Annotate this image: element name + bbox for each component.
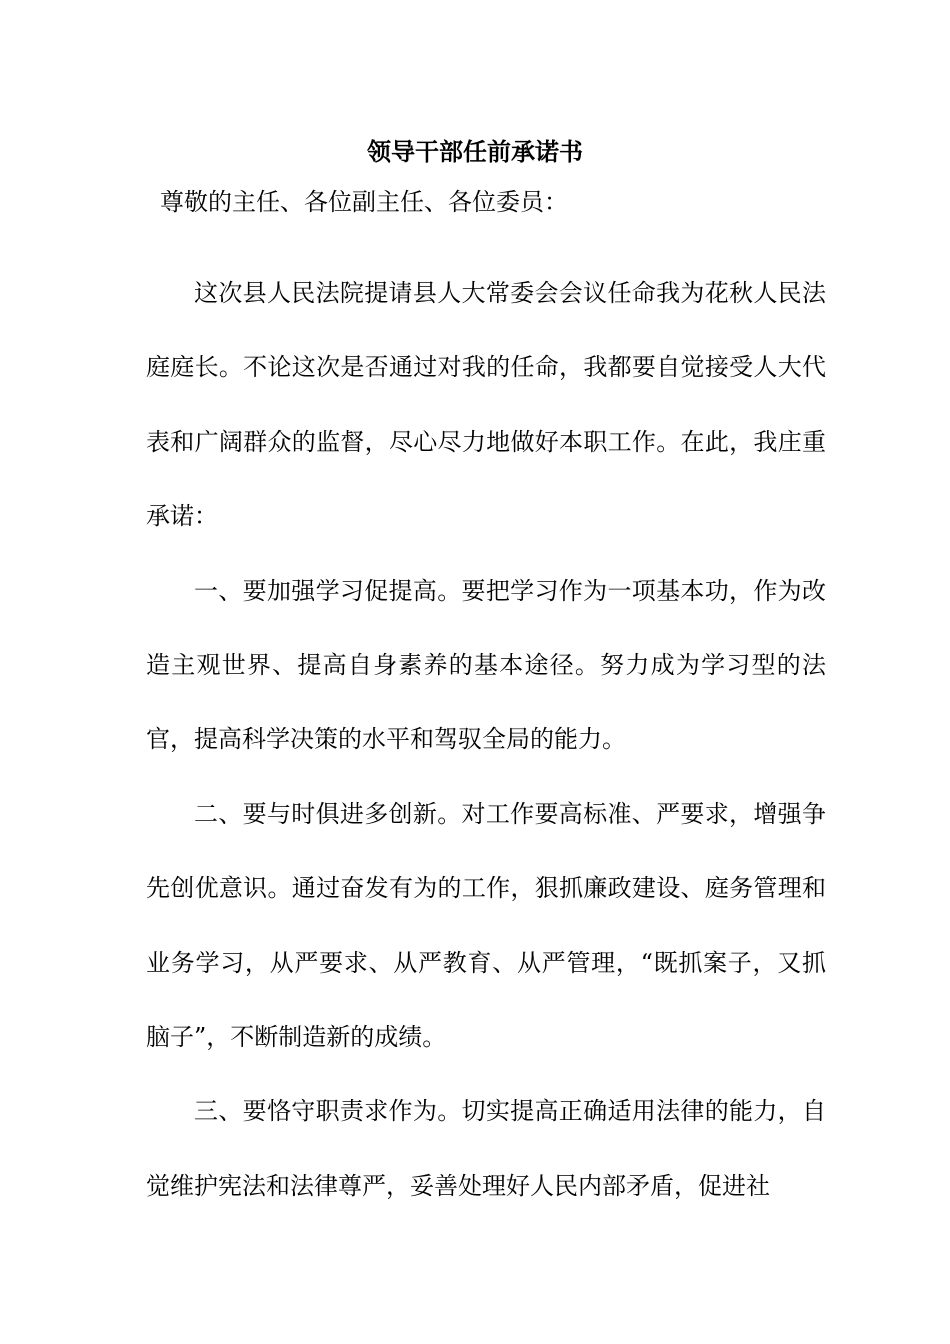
- paragraph-pledge-2: 二、要与时俱进多创新。对工作要高标准、严要求，增强争先创优意识。通过奋发有为的工作，狠抓廉政建设、庭务管理和业务学习，从严要求、从严教育、从严管理，“既抓案子，又抓脑子”，不断制造新的成绩。: [146, 799, 826, 1052]
- document-title: 领导干部任前承诺书: [367, 137, 583, 166]
- paragraph-pledge-1: 一、要加强学习促提高。要把学习作为一项基本功，作为改造主观世界、提高自身素养的基本途径。努力成为学习型的法官，提高科学决策的水平和驾驭全局的能力。: [146, 576, 826, 754]
- document-body: [146, 256, 826, 1223]
- paragraph-intro: 这次县人民法院提请县人大常委会会议任命我为花秋人民法庭庭长。不论这次是否通过对我的任命，我都要自觉接受人大代表和广阔群众的监督，尽心尽力地做好本职工作。在此，我庄重承诺：: [146, 279, 826, 531]
- salutation: 尊敬的主任、各位副主任、各位委员：: [160, 188, 568, 216]
- paragraph-pledge-3: 三、要恪守职责求作为。切实提高正确适用法律的能力，自觉维护宪法和法律尊严，妥善处理好人民内部矛盾，促进社: [146, 1097, 826, 1200]
